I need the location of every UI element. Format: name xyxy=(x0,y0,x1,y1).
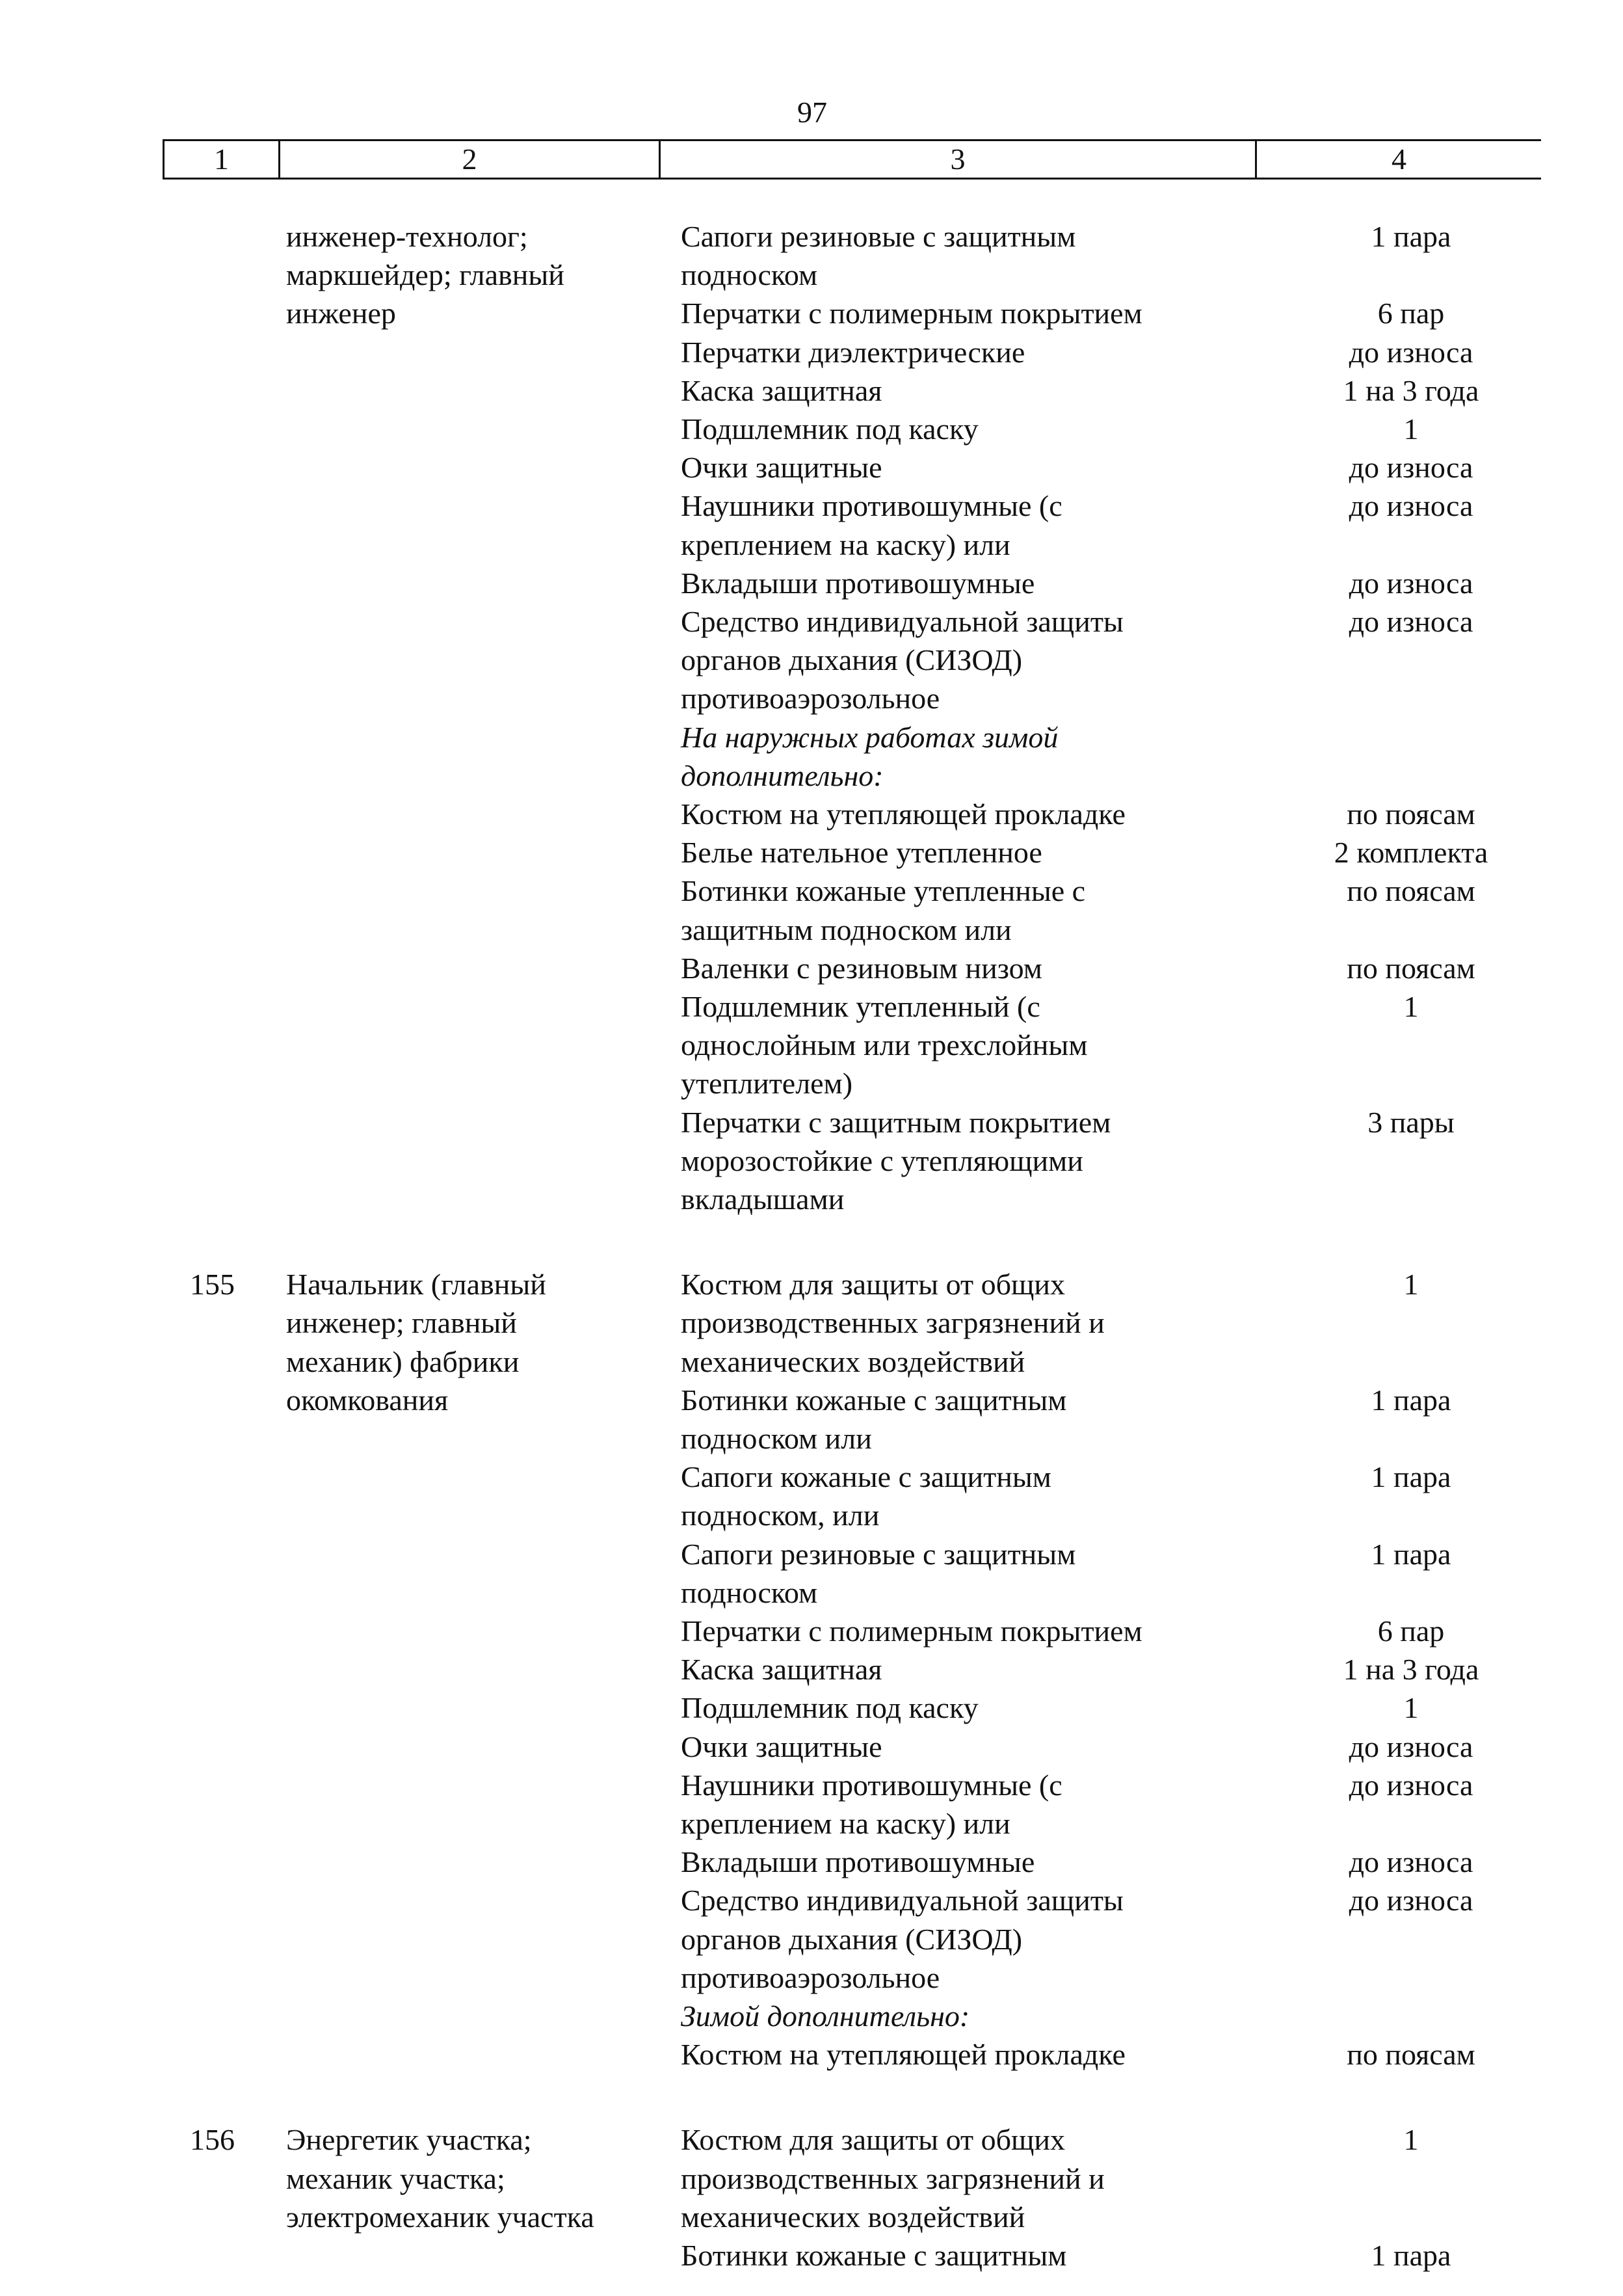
norm-text: 6 пар xyxy=(1377,297,1445,330)
norm-text: 1 пара xyxy=(1371,220,1451,253)
header-col-4: 4 xyxy=(1392,142,1406,176)
equipment-text: органов дыхания (СИЗОД) xyxy=(681,1922,1023,1956)
norm-text: по поясам xyxy=(1347,874,1475,908)
equipment-text: креплением на каску) или xyxy=(681,1807,1010,1840)
norm-text: 1 xyxy=(1403,412,1419,446)
equipment-text: вкладышами xyxy=(681,1182,845,1216)
equipment-text: Подшлемник под каску xyxy=(681,1691,979,1725)
norm-text: до износа xyxy=(1349,605,1473,638)
equipment-text: органов дыхания (СИЗОД) xyxy=(681,643,1023,677)
header-col-2: 2 xyxy=(280,141,661,178)
norm-text: 1 xyxy=(1403,2123,1419,2157)
norm-text: 1 xyxy=(1403,990,1419,1023)
equipment-text: Костюм на утепляющей прокладке xyxy=(681,2038,1126,2072)
item-number: 156 xyxy=(190,2123,235,2157)
equipment-text: Наушники противошумные (с xyxy=(681,489,1062,523)
norm-text: 6 пар xyxy=(1377,1614,1445,1648)
norm-text: 2 комплекта xyxy=(1334,836,1488,870)
norm-text: до износа xyxy=(1349,1884,1473,1917)
page-number: 97 xyxy=(797,96,827,129)
profession-text: инженер; главный xyxy=(286,1306,517,1340)
equipment-text: Подшлемник под каску xyxy=(681,412,979,446)
equipment-text: Средство индивидуальной защиты xyxy=(681,605,1124,638)
norm-text: 1 пара xyxy=(1371,2239,1451,2272)
profession-text: механик) фабрики xyxy=(286,1344,520,1378)
table-header-row xyxy=(163,139,1541,180)
equipment-text: Перчатки диэлектрические xyxy=(681,335,1025,369)
norm-text: 1 пара xyxy=(1371,1383,1451,1417)
equipment-text: подноском xyxy=(681,1575,818,1609)
equipment-text: противоаэрозольное xyxy=(681,682,940,715)
equipment-text: Ботинки кожаные с защитным xyxy=(681,2239,1067,2272)
equipment-text: противоаэрозольное xyxy=(681,1960,940,1994)
norm-text: 3 пары xyxy=(1367,1105,1455,1139)
equipment-text: Вкладыши противошумные xyxy=(681,566,1035,600)
equipment-text: подноском, или xyxy=(681,1499,880,1532)
equipment-text: Костюм для защиты от общих xyxy=(681,2123,1066,2157)
equipment-text: Костюм для защиты от общих xyxy=(681,1268,1066,1302)
norm-text: до износа xyxy=(1349,335,1473,369)
norm-text: 1 пара xyxy=(1371,1460,1451,1494)
header-col-1: 1 xyxy=(165,141,280,178)
equipment-text: дополнительно: xyxy=(681,758,884,792)
equipment-text: На наружных работах зимой xyxy=(681,720,1059,754)
norm-text: до износа xyxy=(1349,451,1473,485)
equipment-text: утеплителем) xyxy=(681,1067,853,1101)
equipment-text: Каска защитная xyxy=(681,1653,882,1687)
equipment-text: подноском xyxy=(681,258,818,292)
equipment-text: Костюм на утепляющей прокладке xyxy=(681,797,1126,831)
norm-text: 1 xyxy=(1403,1691,1419,1725)
equipment-text: Ботинки кожаные утепленные с xyxy=(681,874,1086,908)
equipment-text: Перчатки с полимерным покрытием xyxy=(681,1614,1142,1648)
norm-text: 1 на 3 года xyxy=(1343,1653,1479,1687)
equipment-text: Средство индивидуальной защиты xyxy=(681,1884,1124,1917)
equipment-text: производственных загрязнений и xyxy=(681,1306,1105,1340)
equipment-text: Подшлемник утепленный (с xyxy=(681,990,1040,1023)
equipment-text: морозостойкие с утепляющими xyxy=(681,1143,1083,1177)
equipment-text: креплением на каску) или xyxy=(681,527,1010,561)
equipment-text: Зимой дополнительно: xyxy=(681,1999,970,2033)
norm-text: до износа xyxy=(1349,1729,1473,1763)
profession-text: механик участка; xyxy=(286,2161,505,2195)
norm-text: до износа xyxy=(1349,1768,1473,1802)
equipment-text: Ботинки кожаные с защитным xyxy=(681,1383,1067,1417)
profession-text: окомкования xyxy=(286,1383,449,1417)
norm-text: 1 на 3 года xyxy=(1343,373,1479,407)
norm-text: по поясам xyxy=(1347,797,1475,831)
equipment-text: Перчатки с полимерным покрытием xyxy=(681,297,1142,330)
norm-text: 1 пара xyxy=(1371,1537,1451,1571)
equipment-text: защитным подноском или xyxy=(681,913,1012,946)
norm-text: по поясам xyxy=(1347,2038,1475,2072)
equipment-text: механических воздействий xyxy=(681,1344,1025,1378)
equipment-text: Сапоги резиновые с защитным xyxy=(681,220,1076,253)
norm-text: 1 xyxy=(1403,1268,1419,1302)
header-col-3: 3 xyxy=(661,141,1257,178)
equipment-text: Наушники противошумные (с xyxy=(681,1768,1062,1802)
equipment-text: Белье нательное утепленное xyxy=(681,836,1042,870)
equipment-text: Очки защитные xyxy=(681,1729,882,1763)
profession-text: инженер-технолог; xyxy=(286,220,528,253)
profession-text: инженер xyxy=(286,297,396,330)
equipment-text: Очки защитные xyxy=(681,451,882,485)
item-number: 155 xyxy=(190,1268,235,1302)
profession-text: Начальник (главный xyxy=(286,1268,546,1302)
equipment-text: Валенки с резиновым низом xyxy=(681,951,1042,985)
equipment-text: Каска защитная xyxy=(681,373,882,407)
equipment-text: механических воздействий xyxy=(681,2200,1025,2234)
equipment-text: однослойным или трехслойным xyxy=(681,1028,1088,1062)
norm-text: до износа xyxy=(1349,566,1473,600)
norm-text: до износа xyxy=(1349,489,1473,523)
equipment-text: Сапоги резиновые с защитным xyxy=(681,1537,1076,1571)
norm-text: по поясам xyxy=(1347,951,1475,985)
equipment-text: Вкладыши противошумные xyxy=(681,1845,1035,1879)
profession-text: электромеханик участка xyxy=(286,2200,594,2234)
equipment-text: Перчатки с защитным покрытием xyxy=(681,1105,1111,1139)
profession-text: маркшейдер; главный xyxy=(286,258,564,292)
equipment-text: Сапоги кожаные с защитным xyxy=(681,1460,1051,1494)
equipment-text: производственных загрязнений и xyxy=(681,2161,1105,2195)
norm-text: до износа xyxy=(1349,1845,1473,1879)
equipment-text: подноском или xyxy=(681,1422,872,1455)
profession-text: Энергетик участка; xyxy=(286,2123,532,2157)
